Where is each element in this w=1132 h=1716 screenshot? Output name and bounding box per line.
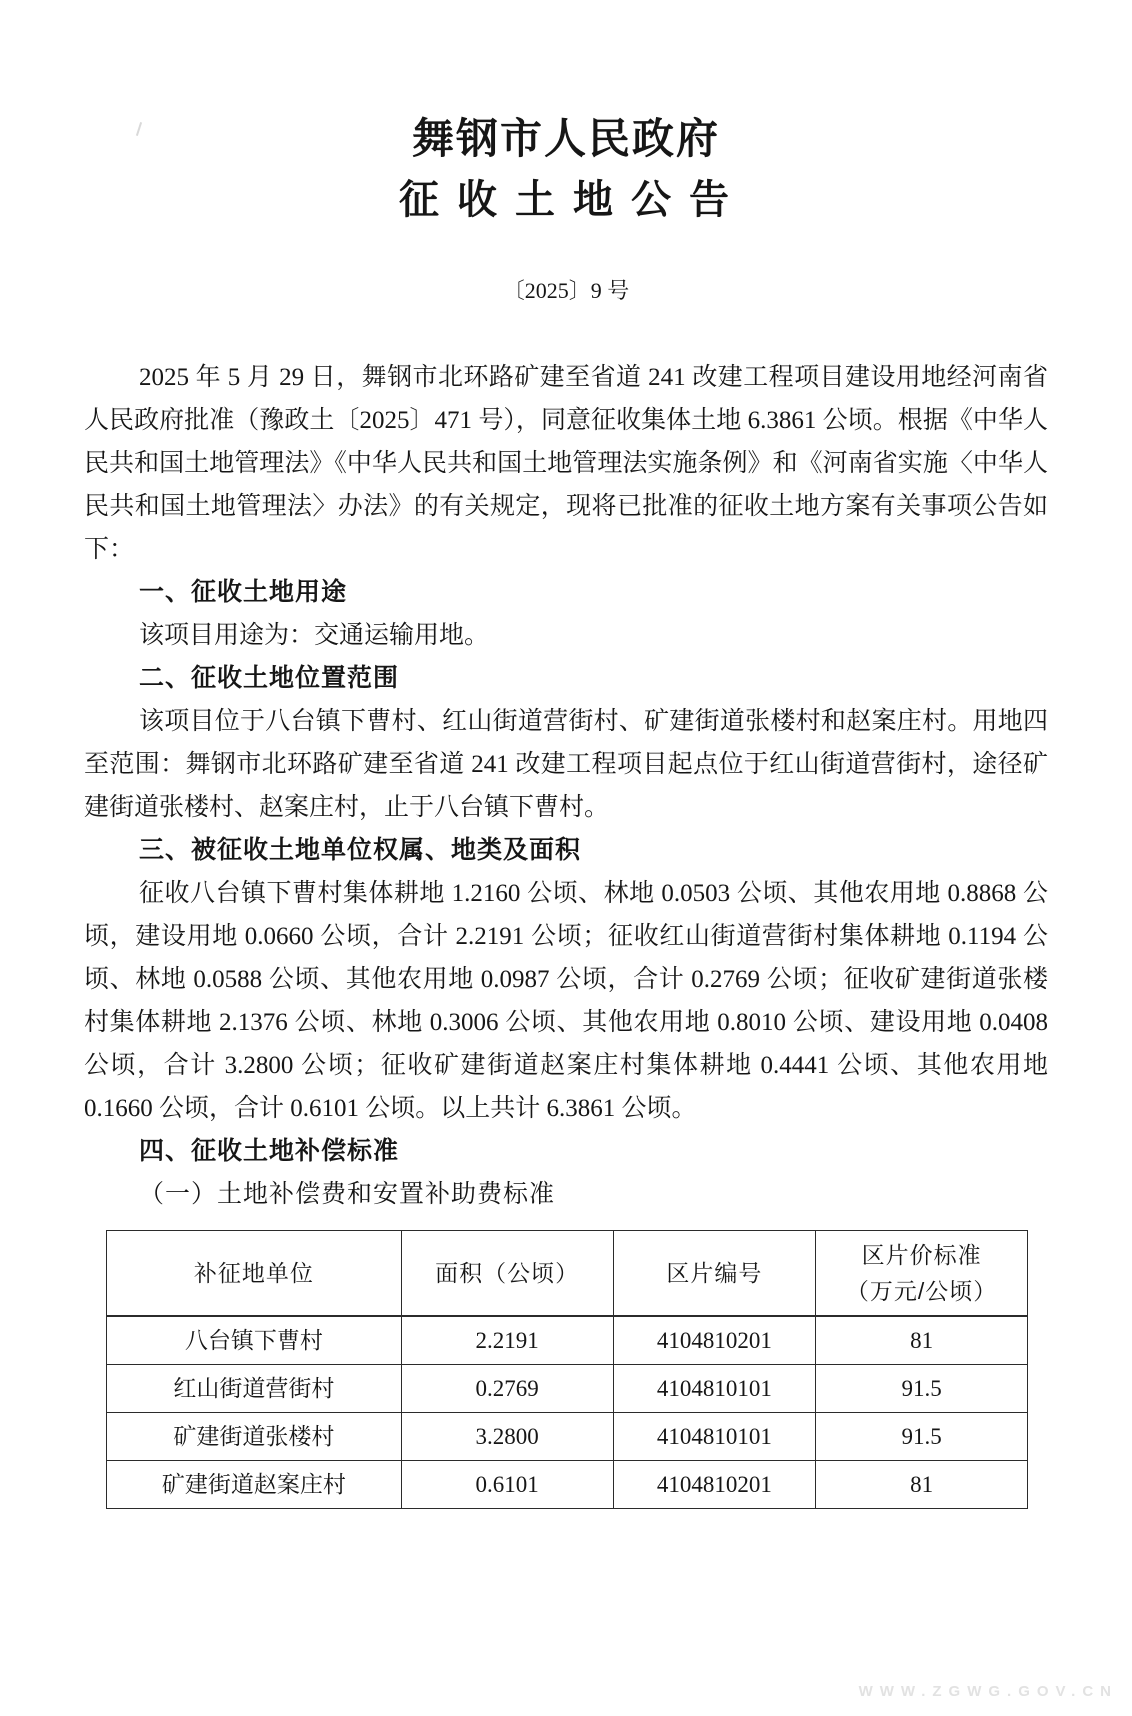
section-4-heading: 四、征收土地补偿标准 — [139, 1137, 400, 1165]
cell-zone-code: 4104810101 — [613, 1365, 816, 1413]
intro-paragraph: 2025 年 5 月 29 日，舞钢市北环路矿建至省道 241 改建工程项目建设用地经河南省人民政府批准（豫政土〔2025〕471 号），同意征收集体土地 6.3861 公顷。根据《中华人民共和国土地管理法》《中华人民共和国土地管理法实施条例》和《河南省实施〈中华人民共和国土地管理法〉办法》的有关规定，现将已批准的征收土地方案有关事项公告如下： — [84, 364, 1048, 563]
section-3-body: 征收八台镇下曹村集体耕地 1.2160 公顷、林地 0.0503 公顷、其他农用地 0.8868 公顷，建设用地 0.0660 公顷，合计 2.2191 公顷；征收红山街道营街村集体耕地 0.1194 公顷、林地 0.0588 公顷、其他农用地 0.0987 公顷，合计 0.2769 公顷；征收矿建街道张楼村集体耕地 2.1376 公顷、林地 0.3006 公顷、其他农用地 0.8010 公顷、建设用地 0.0408 公顷，合计 3.2800 公顷；征收矿建街道赵案庄村集体耕地 0.4441 公顷、其他农用地 0.1660 公顷，合计 0.6101 公顷。以上共计 6.3861 公顷。 — [84, 880, 1048, 1122]
cell-zone-code: 4104810101 — [613, 1413, 816, 1461]
cell-price: 91.5 — [816, 1365, 1028, 1413]
header-cell-unit: 补征地单位 — [107, 1231, 402, 1317]
cell-zone-code: 4104810201 — [613, 1461, 816, 1509]
cell-area: 0.6101 — [401, 1461, 613, 1509]
header-cell-price-line1: 区片价标准 — [861, 1242, 982, 1268]
cell-area: 3.2800 — [401, 1413, 613, 1461]
section-4-subheading: （一）土地补偿费和安置补助费标准 — [139, 1181, 556, 1208]
announcement-title: 征 收 土 地 公 告 — [399, 177, 733, 222]
section-1-heading: 一、征收土地用途 — [139, 578, 348, 606]
compensation-standards-table — [106, 1230, 1028, 1509]
cell-unit: 红山街道营街村 — [107, 1365, 402, 1413]
table-row — [107, 1461, 1028, 1509]
section-1-body: 该项目用途为：交通运输用地。 — [139, 622, 490, 649]
cell-price: 91.5 — [816, 1413, 1028, 1461]
header-cell-price-line2: （万元/公顷） — [845, 1278, 998, 1304]
cell-unit: 矿建街道张楼村 — [107, 1413, 402, 1461]
section-2-body: 该项目位于八台镇下曹村、红山街道营街村、矿建街道张楼村和赵案庄村。用地四至范围：舞钢市北环路矿建至省道 241 改建工程项目起点位于红山街道营街村，途径矿建街道张楼村、赵案庄村，止于八台镇下曹村。 — [84, 708, 1048, 821]
site-watermark: WWW.ZGWG.GOV.CN — [858, 1683, 1118, 1700]
header-cell-area: 面积（公顷） — [401, 1231, 613, 1317]
table-row — [107, 1365, 1028, 1413]
header-cell-zone-code: 区片编号 — [613, 1231, 816, 1317]
document-body — [84, 356, 1048, 1509]
section-3-heading: 三、被征收土地单位权属、地类及面积 — [139, 836, 582, 864]
issuing-authority-title: 舞钢市人民政府 — [411, 117, 720, 163]
header-cell-price — [816, 1231, 1028, 1317]
scanned-document-page — [0, 116, 1132, 1716]
table-row — [107, 1316, 1028, 1365]
cell-area: 0.2769 — [401, 1365, 613, 1413]
document-number: 〔2025〕9 号 — [502, 278, 630, 303]
section-2-heading: 二、征收土地位置范围 — [139, 664, 400, 692]
cell-price: 81 — [816, 1316, 1028, 1365]
cell-area: 2.2191 — [401, 1316, 613, 1365]
cell-unit: 矿建街道赵案庄村 — [107, 1461, 402, 1509]
cell-price: 81 — [816, 1461, 1028, 1509]
cell-unit: 八台镇下曹村 — [107, 1316, 402, 1365]
cell-zone-code: 4104810201 — [613, 1316, 816, 1365]
table-row — [107, 1413, 1028, 1461]
table-header-row — [107, 1231, 1028, 1317]
